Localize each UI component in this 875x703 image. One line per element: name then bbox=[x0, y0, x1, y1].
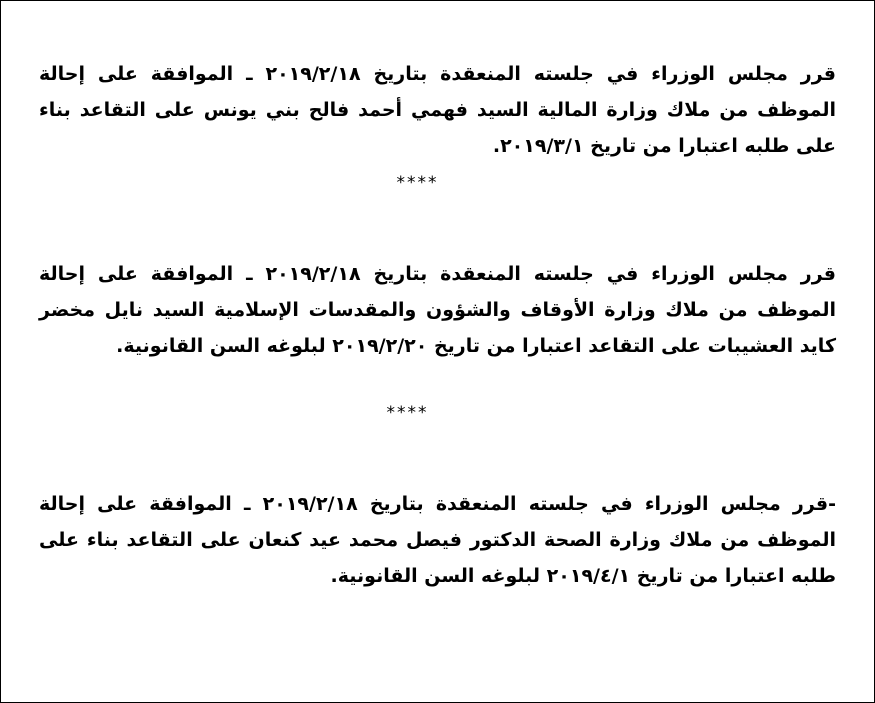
decision-paragraph-2: قرر مجلس الوزراء في جلسته المنعقدة بتاريخ ٢٠١٩/٢/١٨ ـ الموافقة على إحالة الموظف من ملاك وزارة الأوقاف والشؤون والمقدسات الإسلامية السيد نايل مخضر كايد العشيبات على التقاعد اعتبارا من تاريخ ٢٠١٩/٢/٢٠ لبلوغه السن القانونية. bbox=[39, 263, 836, 357]
section-separator-2: **** bbox=[386, 403, 429, 423]
decision-paragraph-3: -قرر مجلس الوزراء في جلسته المنعقدة بتاريخ ٢٠١٩/٢/١٨ ـ الموافقة على إحالة الموظف من ملاك وزارة الصحة الدكتور فيصل محمد عيد كنعان على التقاعد بناء على طلبه اعتبارا من تاريخ ٢٠١٩/٤/١ لبلوغه السن القانونية. bbox=[39, 493, 837, 587]
section-separator-1: **** bbox=[396, 173, 439, 193]
decision-paragraph-1: قرر مجلس الوزراء في جلسته المنعقدة بتاريخ ٢٠١٩/٢/١٨ ـ الموافقة على إحالة الموظف من ملاك وزارة المالية السيد فهمي أحمد فالح بني يونس على التقاعد بناء على طلبه اعتبارا من تاريخ ٢٠١٩/٣/١. bbox=[39, 63, 836, 157]
